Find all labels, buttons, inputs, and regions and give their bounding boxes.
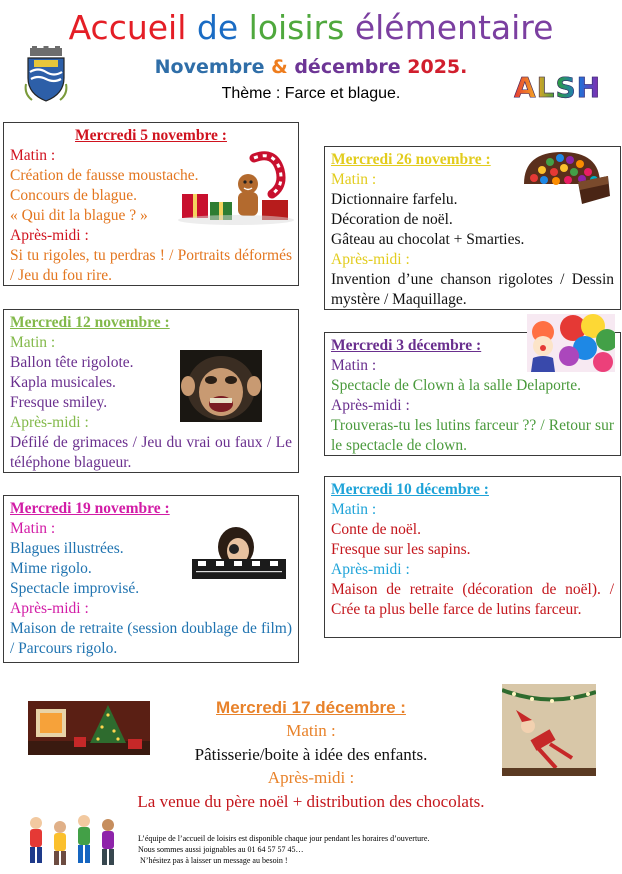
activity-item: Fresque sur les sapins. (331, 541, 471, 558)
clapperboard-image (188, 525, 290, 583)
footer-contact (138, 833, 429, 866)
activity-item: Kapla musicales. (10, 374, 116, 391)
week-title: Mercredi 3 décembre : (331, 337, 482, 354)
subtitle-year: 2025 (407, 56, 461, 78)
title-word: Accueil (68, 8, 187, 47)
children-image (24, 813, 128, 871)
final-week-matin-label: Matin : (286, 721, 336, 740)
aprem-label: Après-midi : (10, 227, 89, 244)
aprem-label: Après-midi : (331, 561, 410, 578)
subtitle-month-1: Novembre (154, 56, 272, 78)
activity-item: Spectacle de Clown à la salle Delaporte. (331, 377, 582, 394)
footer-line: L’équipe de l’accueil de loisirs est disponible chaque jour pendant les horaires d’ouverture. (138, 834, 430, 843)
aprem-activities: Maison de retraite (session doublage de film) / Parcours rigolo. (10, 620, 292, 657)
title-word: loisirs (248, 8, 345, 47)
final-week-aprem-text: La venue du père noël + distribution des chocolats. (137, 792, 485, 811)
aprem-label: Après-midi : (331, 251, 410, 268)
page-title (0, 8, 622, 48)
activity-item: Décoration de noël. (331, 211, 453, 228)
activity-item: Concours de blague. (10, 187, 137, 204)
week-title: Mercredi 17 décembre : (216, 698, 406, 717)
matin-label: Matin : (331, 357, 377, 374)
subtitle-month-2: décembre (287, 56, 408, 78)
week-title: Mercredi 12 novembre : (10, 314, 170, 331)
final-week-title (0, 696, 622, 719)
clown-balloons-image (527, 314, 615, 372)
matin-label: Matin : (10, 520, 56, 537)
aprem-label: Après-midi : (10, 600, 89, 617)
activity-item: Mime rigolo. (10, 560, 92, 577)
activity-item: Gâteau au chocolat + Smarties. (331, 231, 525, 248)
week-title: Mercredi 5 novembre : (75, 127, 227, 144)
activity-item: Fresque smiley. (10, 394, 108, 411)
town-crest-icon (24, 46, 68, 104)
title-word: de (196, 8, 239, 47)
chimpanzee-image (180, 350, 262, 422)
matin-label: Matin : (10, 334, 56, 351)
subtitle-dot: . (460, 56, 468, 78)
gingerbread-gifts-image (176, 150, 296, 226)
title-word: élémentaire (354, 8, 554, 47)
aprem-label: Après-midi : (331, 397, 410, 414)
week-title: Mercredi 19 novembre : (10, 500, 170, 517)
activity-item: Dictionnaire farfelu. (331, 191, 458, 208)
footer-line: Nous sommes aussi joignables au 01 64 57 57 45… (138, 845, 304, 854)
final-week-matin-text: Pâtisserie/boite à idée des enfants. (194, 745, 428, 764)
aprem-activities: Si tu rigoles, tu perdras ! / Portraits déformés / Jeu du fou rire. (10, 247, 292, 284)
smarties-cake-image (520, 148, 612, 212)
activity-item: Conte de noël. (331, 521, 421, 538)
week-box-dec-10 (324, 476, 621, 638)
matin-label: Matin : (331, 171, 377, 188)
matin-label: Matin : (10, 147, 56, 164)
aprem-activities: Invention d’une chanson rigolotes / Dessin mystère / Maquillage. (331, 271, 614, 308)
subtitle-ampersand: & (271, 56, 288, 78)
aprem-activities: Trouveras-tu les lutins farceur ?? / Retour sur le spectacle de clown. (331, 417, 614, 454)
alsh-logo (500, 71, 615, 104)
activity-item: Création de fausse moustache. (10, 167, 199, 184)
matin-label: Matin : (331, 501, 377, 518)
activity-item: Spectacle improvisé. (10, 580, 140, 597)
week-title: Mercredi 10 décembre : (331, 481, 489, 498)
aprem-label: Après-midi : (10, 414, 89, 431)
aprem-activities: Maison de retraite (décoration de noël). / Crée ta plus belle farce de lutins farceur. (331, 581, 614, 618)
theme-line: Thème : Farce et blague. (221, 85, 401, 102)
footer-line: N’hésitez pas à laisser un message au besoin ! (140, 856, 288, 865)
activity-item: « Qui dit la blague ? » (10, 207, 148, 224)
alsh-logo-text: ALSH (513, 71, 602, 104)
week-title: Mercredi 26 novembre : (331, 151, 491, 168)
aprem-activities: Défilé de grimaces / Jeu du vrai ou faux / Le téléphone blagueur. (10, 434, 292, 471)
final-week-aprem-label: Après-midi : (267, 768, 355, 787)
activity-item: Ballon tête rigolote. (10, 354, 134, 371)
activity-item: Blagues illustrées. (10, 540, 124, 557)
